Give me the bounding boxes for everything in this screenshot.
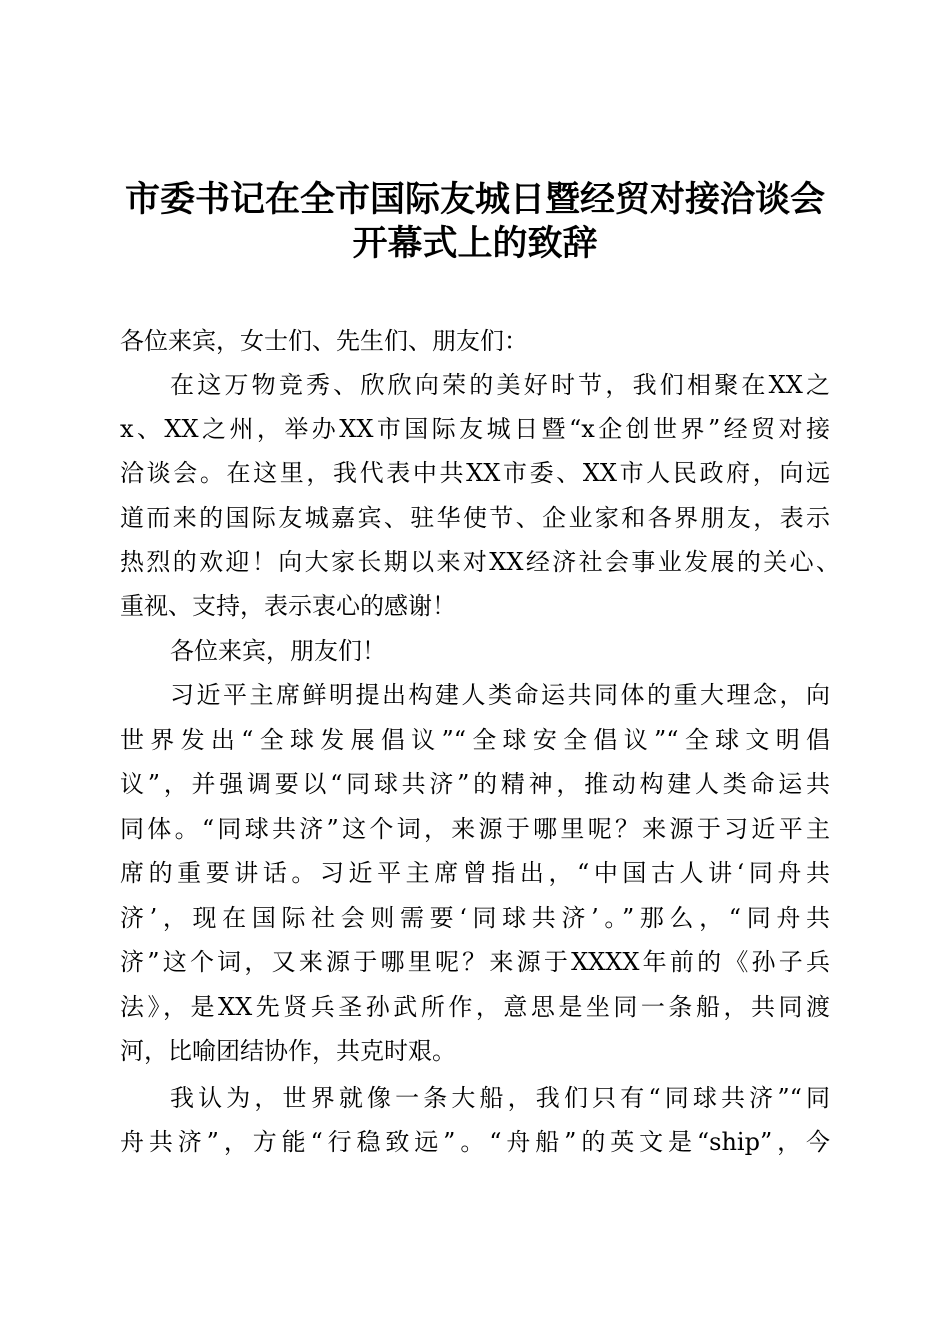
paragraph-line: 洽谈会。在这里，我代表中共XX市委、XX市人民政府，向远 bbox=[120, 459, 830, 487]
paragraph-line: 济”这个词，又来源于哪里呢？来源于XXXX年前的《孙子兵 bbox=[120, 948, 830, 976]
paragraph-line: 同体。“同球共济”这个词，来源于哪里呢？来源于习近平主 bbox=[120, 815, 830, 843]
paragraph-line: 我认为，世界就像一条大船，我们只有“同球共济”“同 bbox=[170, 1084, 830, 1112]
paragraph-line: 热烈的欢迎！向大家长期以来对XX经济社会事业发展的关心、 bbox=[120, 548, 840, 576]
salutation: 各位来宾，女士们、先生们、朋友们： bbox=[120, 327, 528, 355]
paragraph-line: 河，比喻团结协作，共克时艰。 bbox=[120, 1037, 456, 1065]
paragraph-line: 舟共济”，方能“行稳致远”。“舟船”的英文是“ship”，今 bbox=[120, 1128, 830, 1156]
paragraph-line: 道而来的国际友城嘉宾、驻华使节、企业家和各界朋友，表示 bbox=[120, 504, 830, 532]
paragraph-line: 议”，并强调要以“同球共济”的精神，推动构建人类命运共 bbox=[120, 770, 830, 798]
paragraph-line: x、XX之州，举办XX市国际友城日暨“x企创世界”经贸对接 bbox=[120, 415, 830, 443]
document-title-line-1: 市委书记在全市国际友城日暨经贸对接洽谈会 bbox=[124, 179, 825, 220]
document-title-line-2: 开幕式上的致辞 bbox=[352, 223, 598, 264]
paragraph-line: 席的重要讲话。习近平主席曾指出，“中国古人讲‘同舟共 bbox=[120, 859, 830, 887]
paragraph-line: 济’，现在国际社会则需要‘同球共济’。”那么，“同舟共 bbox=[120, 904, 830, 932]
paragraph-line: 重视、支持，表示衷心的感谢！ bbox=[120, 592, 456, 620]
paragraph-line: 在这万物竞秀、欣欣向荣的美好时节，我们相聚在XX之 bbox=[170, 371, 830, 399]
paragraph-line: 世界发出“全球发展倡议”“全球安全倡议”“全球文明倡 bbox=[120, 726, 830, 754]
paragraph-line: 法》，是XX先贤兵圣孙武所作，意思是坐同一条船，共同渡 bbox=[120, 993, 830, 1021]
paragraph-line: 各位来宾，朋友们！ bbox=[170, 637, 386, 665]
paragraph-line: 习近平主席鲜明提出构建人类命运共同体的重大理念，向 bbox=[170, 681, 830, 709]
